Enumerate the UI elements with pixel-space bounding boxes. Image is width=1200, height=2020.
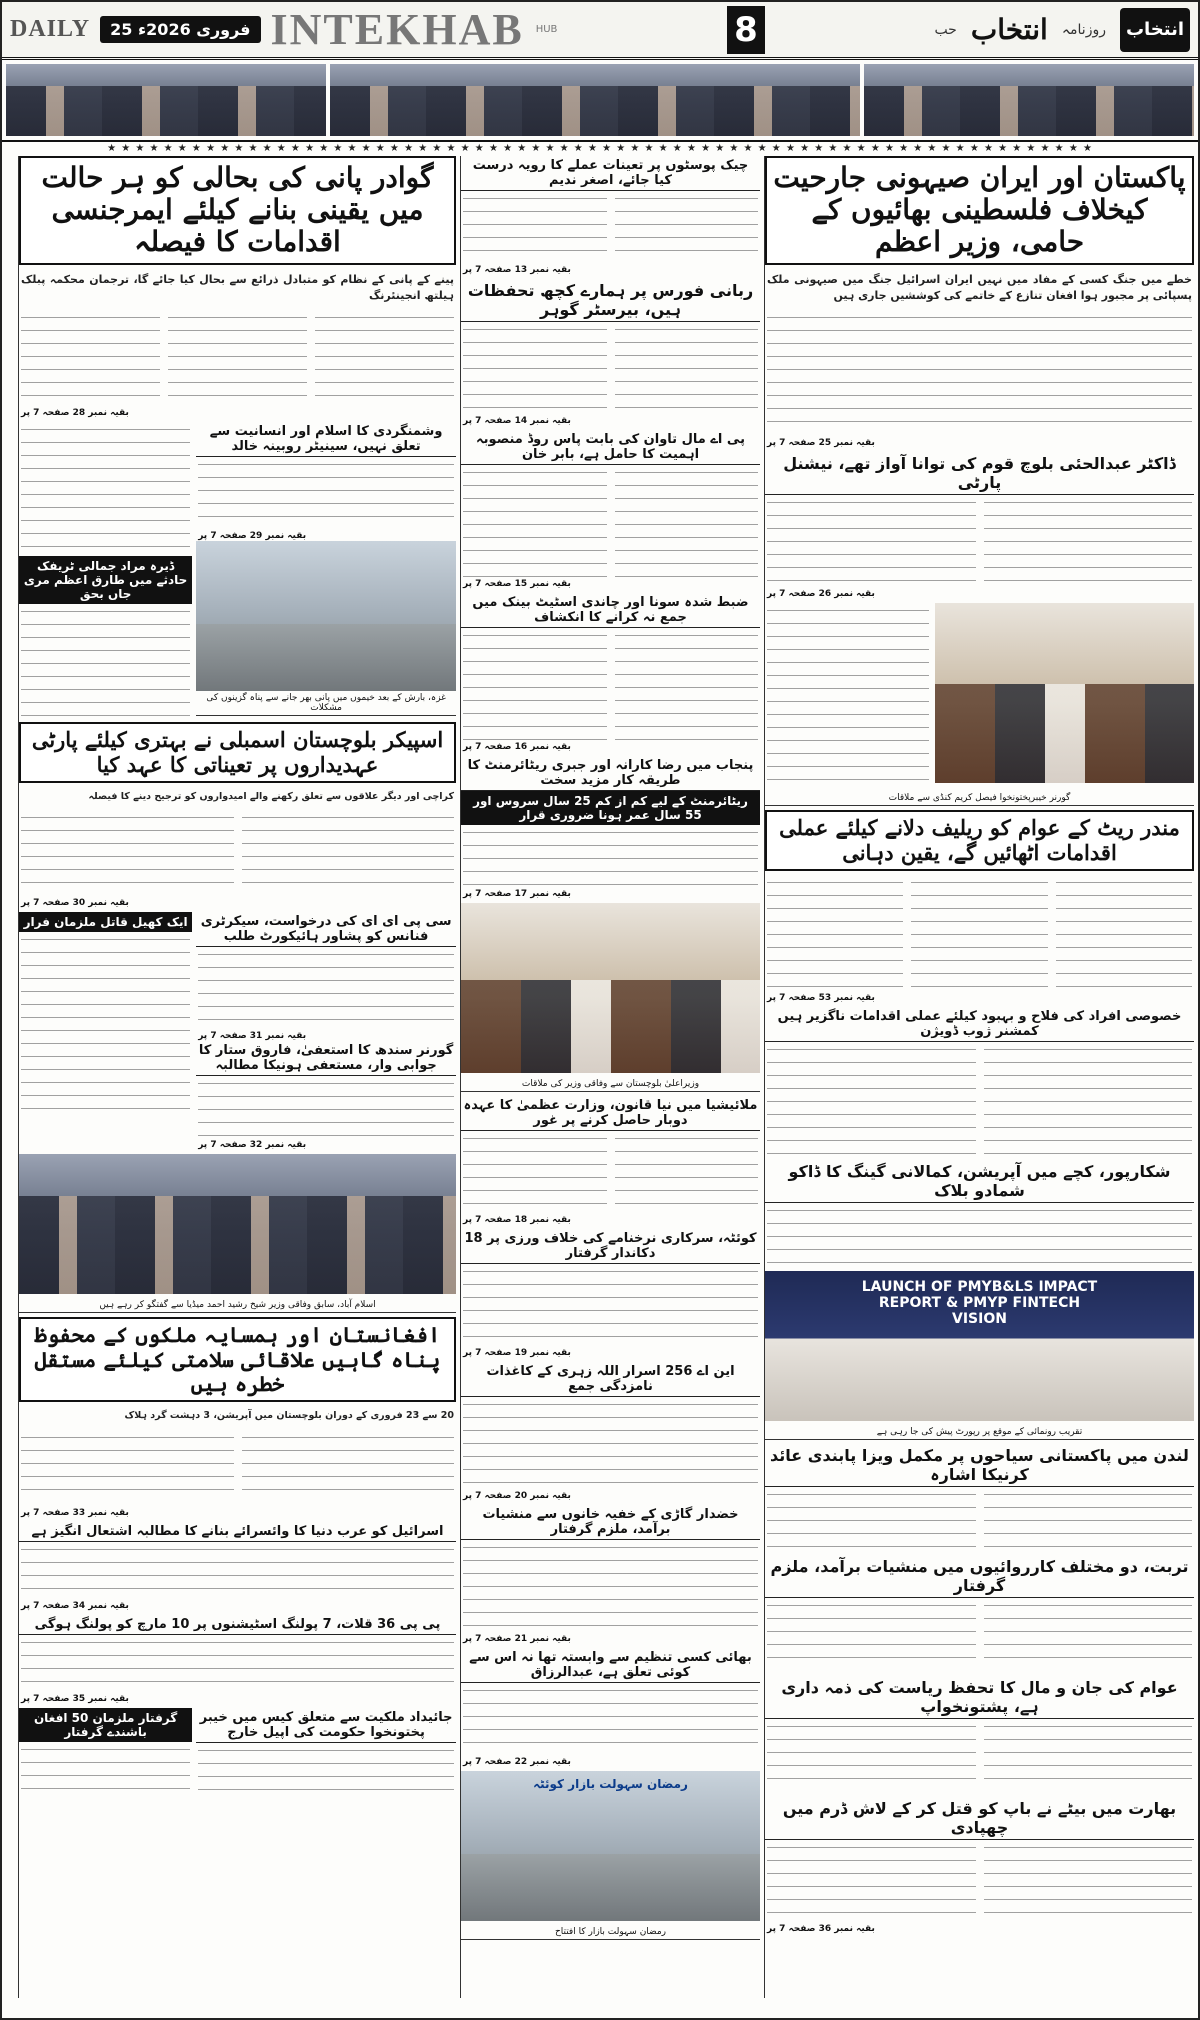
story-title: گورنر سندھ کا استعفیٰ، فاروق ستار کا جوابی وار، مستعفی ہونیکا مطالبہ bbox=[196, 1041, 456, 1076]
story-title: ملائیشیا میں نیا قانون، وزارت عظمیٰ کا عہدہ دوبار حاصل کرنے پر غور bbox=[461, 1096, 760, 1131]
story-title: ضبط شدہ سونا اور چاندی اسٹیٹ بینک میں جمع نہ کرانے کا انکشاف bbox=[461, 593, 760, 628]
lead-story-speaker bbox=[19, 722, 456, 782]
story-title: چیک پوسٹوں پر تعینات عملے کا رویہ درست کیا جائے، اصغر ندیم bbox=[461, 156, 760, 191]
story-ref: بقیہ نمبر 36 صفحہ 7 پر bbox=[767, 1923, 875, 1934]
lead-story-afghanistan bbox=[19, 1317, 456, 1401]
issue-date: 25 فروری 2026ء bbox=[100, 16, 260, 43]
story-turbat bbox=[765, 1555, 1194, 1672]
story-security bbox=[765, 1676, 1194, 1793]
story-ref: بقیہ نمبر 13 صفحہ 7 پر bbox=[463, 265, 571, 275]
photo-caption: تقریب رونمائی کے موقع پر رپورٹ پیش کی جا رہی ہے bbox=[765, 1425, 1194, 1440]
masthead bbox=[2, 2, 1198, 60]
story-title: جائیداد ملکیت سے متعلق کیس میں خیبر پختونخوا حکومت کی اپیل خارج bbox=[196, 1708, 456, 1743]
story-checkposts bbox=[461, 156, 760, 275]
story-ref: بقیہ نمبر 26 صفحہ 7 پر bbox=[767, 589, 875, 600]
side-headline: ڈیرہ مراد جمالی ٹریفک حادثے میں طارق اعظم مری جاں بحق bbox=[19, 556, 192, 604]
story-ref: بقیہ نمبر 20 صفحہ 7 پر bbox=[463, 1491, 571, 1501]
top-photo-strip bbox=[2, 60, 1198, 142]
story-ref: بقیہ نمبر 19 صفحہ 7 پر bbox=[463, 1348, 571, 1358]
masthead-left bbox=[10, 4, 557, 55]
story-ref: بقیہ نمبر 17 صفحہ 7 پر bbox=[463, 889, 571, 899]
story-title: عوام کی جان و مال کا تحفظ ریاست کی ذمہ داری ہے، پشتونخواپ bbox=[765, 1676, 1194, 1719]
lead-intro: خطے میں جنگ کسی کے مفاد میں نہیں ایران اسرائیل جنگ میں صیہونی ملک پسپائی پر مجبور ہوا افغان تنازع کے خاتمے کی کوششیں جاری ہیں bbox=[767, 272, 1192, 302]
story-abdul-razzaq bbox=[461, 1648, 760, 1767]
photo-caption: رمضان سہولت بازار کا افتتاح bbox=[461, 1925, 760, 1940]
launch-banner: LAUNCH OF PMYB&LS IMPACT REPORT & PMYP FINTECH VISION bbox=[861, 1278, 1098, 1327]
photo-caption: وزیراعلیٰ بلوچستان سے وفاقی وزیر کی ملاقات bbox=[461, 1077, 760, 1092]
brand-name: INTEKHAB bbox=[270, 5, 524, 54]
lead-ref: بقیہ نمبر 30 صفحہ 7 پر bbox=[21, 898, 129, 909]
panel-photo bbox=[864, 64, 1194, 136]
story-title: وشمنگردی کا اسلام اور انسانیت سے تعلق نہیں، سینیٹر روبینہ خالد bbox=[196, 422, 456, 457]
story-ref: بقیہ نمبر 32 صفحہ 7 پر bbox=[198, 1140, 307, 1151]
masthead-right bbox=[934, 8, 1190, 52]
story-title: کوئٹہ، سرکاری نرخنامے کی خلاف ورزی پر 18 دکاندار گرفتار bbox=[461, 1229, 760, 1264]
lead-ref: بقیہ نمبر 25 صفحہ 7 پر bbox=[767, 438, 875, 449]
story-india bbox=[765, 1797, 1194, 1934]
story-israel bbox=[19, 1522, 456, 1611]
story-retirement bbox=[461, 756, 760, 899]
story-ref: بقیہ نمبر 14 صفحہ 7 پر bbox=[463, 416, 571, 426]
story-title: این اے 256 اسرار اللہ زہری کے کاغذات نامزدگی جمع bbox=[461, 1362, 760, 1397]
story-ref: بقیہ نمبر 34 صفحہ 7 پر bbox=[21, 1600, 129, 1611]
brand-sub: HUB bbox=[535, 24, 558, 35]
meeting-photo bbox=[461, 903, 760, 1073]
lead-ref: بقیہ نمبر 28 صفحہ 7 پر bbox=[21, 408, 129, 419]
story-pp36 bbox=[19, 1615, 456, 1704]
urdu-title: انتخاب bbox=[970, 13, 1048, 46]
star-divider: ★ ★ ★ ★ ★ ★ ★ ★ ★ ★ ★ ★ ★ ★ ★ ★ ★ ★ ★ ★ ★ ★ ★ ★ ★ ★ ★ ★ ★ ★ ★ ★ ★ ★ ★ ★ ★ ★ ★ ★ ★ ★ ★ ★ ★ ★ ★ ★ ★ ★ ★ ★ ★ ★ ★ ★ ★ ★ ★ ★ ★ ★ ★ ★ ★ ★ ★ ★ ★ ★ bbox=[107, 143, 1093, 154]
story-title: تربت، دو مختلف کارروائیوں میں منشیات برآمد، ملزم گرفتار bbox=[765, 1555, 1194, 1598]
story-title: بھائی کسی تنظیم سے وابستہ تھا نہ اس سے کوئی تعلق ہے، عبدالرزاق bbox=[461, 1648, 760, 1683]
story-shikarpur bbox=[765, 1160, 1194, 1267]
photo-caption: اسلام آباد، سابق وفاقی وزیر شیخ رشید احمد میڈیا سے گفتگو کر رہے ہیں bbox=[19, 1298, 456, 1313]
lead-story bbox=[765, 156, 1194, 265]
story-title: پی اے مال تاوان کی بابت پاس روڈ منصوبہ اہمیت کا حامل ہے، بابر خان bbox=[461, 430, 760, 465]
lead-intro: پینے کے پانی کے نظام کو متبادل ذرائع سے بحال کیا جائے گا، ترجمان محکمہ پبلک ہیلتھ انجینئرنگ bbox=[21, 272, 454, 302]
story-ref: بقیہ نمبر 15 صفحہ 7 پر bbox=[463, 579, 571, 589]
story-commissioner bbox=[765, 1007, 1194, 1156]
launch-photo bbox=[765, 1271, 1194, 1421]
story-title: پنجاب میں رضا کارانہ اور جبری ریٹائرمنٹ کا طریقہ کار مزید سخت bbox=[461, 756, 760, 791]
story-ref: بقیہ نمبر 53 صفحہ 7 پر bbox=[767, 992, 875, 1003]
page-number: 8 bbox=[727, 6, 765, 54]
story-title: ربانی فورس پر ہمارے کچھ تحفظات ہیں، بیرسٹر گوہر bbox=[461, 279, 760, 322]
story-title: خضدار گاڑی کے خفیہ خانوں سے منشیات برآمد، ملزم گرفتار bbox=[461, 1505, 760, 1540]
lead-headline: پاکستان اور ایران صیہونی جارحیت کیخلاف فلسطینی بھائیوں کے حامی، وزیر اعظم bbox=[773, 161, 1186, 259]
story-subtitle: ریٹائرمنٹ کے لیے کم از کم 25 سال سروس اور 55 سال عمر ہونا ضروری قرار bbox=[461, 791, 760, 825]
logo: انتخاب bbox=[1120, 8, 1190, 52]
lead-ref: بقیہ نمبر 33 صفحہ 7 پر bbox=[21, 1507, 129, 1518]
lead-headline: افغانستان اور ہمسایہ ملکوں کے محفوظ پناہ گاہیں علاقائی سلامتی کیلئے مستقل خطرہ ہیں bbox=[34, 1322, 441, 1396]
flood-photo bbox=[196, 541, 456, 691]
story-title: خصوصی افراد کی فلاح و بہبود کیلئے عملی اقدامات ناگزیر ہیں کمشنر ژوب ڈویژن bbox=[765, 1007, 1194, 1042]
story-barrister bbox=[461, 279, 760, 426]
story-ref: بقیہ نمبر 22 صفحہ 7 پر bbox=[463, 1757, 571, 1767]
column-left bbox=[18, 156, 456, 1998]
story-title: شکارپور، کچے میں آپریشن، کمالانی گینگ کا ڈاکو شمادو بلاک bbox=[765, 1160, 1194, 1203]
lead-headline: اسپیکر بلوچستان اسمبلی نے بہتری کیلئے پارٹی عہدیداروں پر تعیناتی کا عہد کیا bbox=[31, 727, 444, 777]
column-right bbox=[764, 156, 1194, 1998]
story-malaysia bbox=[461, 1096, 760, 1225]
lead-intro: کراچی اور دیگر علاقوں سے تعلق رکھنے والے امیدواروں کو ترجیح دینے کا فیصلہ bbox=[88, 790, 454, 802]
sheikh-rasheed-photo bbox=[19, 1154, 456, 1294]
story-title: بھارت میں بیٹے نے باپ کو قتل کر کے لاش ڈرم میں چھپادی bbox=[765, 1797, 1194, 1840]
story-headline: مندر ریٹ کے عوام کو ریلیف دلانے کیلئے عملی اقدامات اٹھائیں گے، یقین دہانی bbox=[779, 815, 1180, 865]
story-london-visa bbox=[765, 1444, 1194, 1551]
urdu-daily: روزنامہ bbox=[1061, 21, 1106, 38]
lead-story-gwadar bbox=[19, 156, 456, 265]
story-ref: بقیہ نمبر 18 صفحہ 7 پر bbox=[463, 1215, 571, 1225]
columns bbox=[2, 156, 1198, 1998]
story-title: ڈاکٹر عبدالحئی بلوچ قوم کی توانا آواز تھے، نیشنل پارٹی bbox=[765, 452, 1194, 495]
story-ref: بقیہ نمبر 29 صفحہ 7 پر bbox=[198, 531, 307, 542]
side-headline: گرفتار ملزمان 50 افغان باشندے گرفتار bbox=[19, 1708, 192, 1742]
story-title: سی پی ای ای کی درخواست، سیکرٹری فنانس کو پشاور ہائیکورٹ طلب bbox=[196, 912, 456, 947]
lead-body bbox=[767, 312, 1192, 432]
conference-photo bbox=[6, 64, 326, 136]
lead-intro: 20 سے 23 فروری کے دوران بلوچستان میں آپریشن، 3 دہشت گرد ہلاک bbox=[124, 1409, 454, 1421]
story-ref: بقیہ نمبر 16 صفحہ 7 پر bbox=[463, 742, 571, 752]
audience-photo bbox=[330, 64, 860, 136]
ramzan-bazaar-photo bbox=[461, 1771, 760, 1921]
urdu-hub: حب bbox=[934, 21, 957, 38]
story-gold-silver bbox=[461, 593, 760, 752]
bazaar-banner: رمضان سہولت بازار کوئٹہ bbox=[533, 1777, 688, 1791]
story-title: لندن میں پاکستانی سیاحوں پر مکمل ویزا پابندی عائد کرنیکا اشارہ bbox=[765, 1444, 1194, 1487]
story-shopkeepers bbox=[461, 1229, 760, 1358]
story-na256 bbox=[461, 1362, 760, 1501]
lead-headline: گوادر پانی کی بحالی کو ہر حالت میں یقینی بنانے کیلئے ایمرجنسی اقدامات کا فیصلہ bbox=[41, 161, 434, 259]
story-ref: بقیہ نمبر 21 صفحہ 7 پر bbox=[463, 1634, 571, 1644]
story-babar-khan bbox=[461, 430, 760, 589]
story-national-party bbox=[765, 452, 1194, 599]
column-middle bbox=[460, 156, 760, 1998]
story-title: اسرائیل کو عرب دنیا کا وائسرائے بنانے کا مطالبہ اشتعال انگیز ہے bbox=[19, 1522, 456, 1542]
story-mandir-rate bbox=[765, 810, 1194, 870]
photo-caption: غزہ، بارش کے بعد خیموں میں پانی بھر جانے سے پناہ گزینوں کی مشکلات bbox=[196, 691, 456, 716]
meeting-photo bbox=[935, 603, 1194, 783]
story-ref: بقیہ نمبر 35 صفحہ 7 پر bbox=[21, 1693, 129, 1704]
story-title: پی پی 36 قلات، 7 پولنگ اسٹیشنوں پر 10 مارچ کو پولنگ ہوگی bbox=[19, 1615, 456, 1635]
photo-caption: گورنر خیبرپختونخوا فیصل کریم کنڈی سے ملاقات bbox=[765, 791, 1194, 806]
daily-label: DAILY bbox=[10, 16, 91, 42]
story-ref: بقیہ نمبر 31 صفحہ 7 پر bbox=[198, 1031, 307, 1042]
side-headline: ایک کھیل قاتل ملزمان فرار bbox=[19, 912, 192, 932]
story-khuzdar bbox=[461, 1505, 760, 1644]
